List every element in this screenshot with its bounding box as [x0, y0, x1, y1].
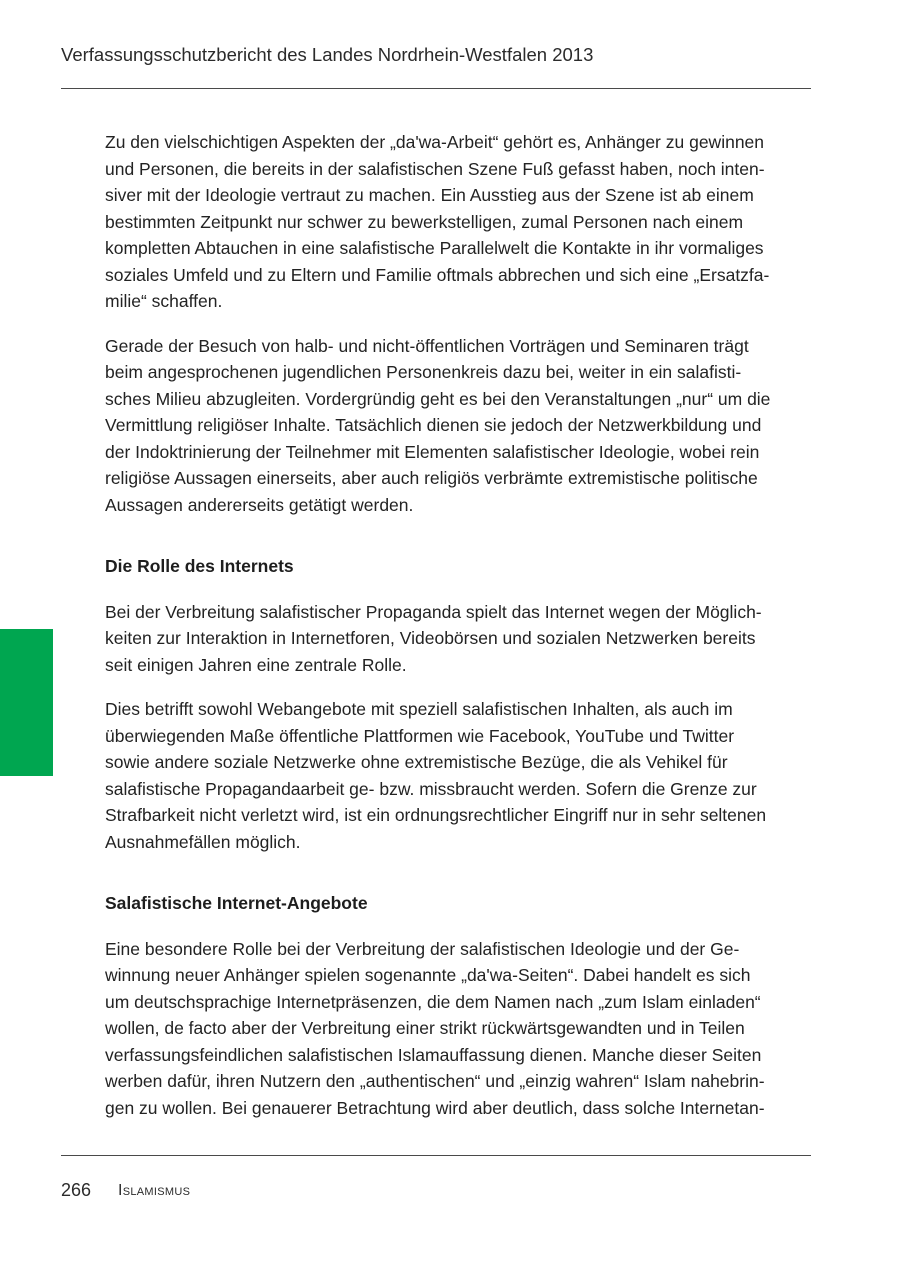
- text-line: sches Milieu abzugleiten. Vordergründig geht es bei den Veranstaltungen „nur“ um die: [105, 388, 771, 409]
- text-line: kompletten Abtauchen in eine salafistische Parallelwelt die Kontakte in ihr vormaliges: [105, 238, 764, 258]
- text-line: milie“ schaffen.: [105, 291, 223, 311]
- text-line: und Personen, die bereits in der salafistischen Szene Fuß gefasst haben, noch inten-: [105, 158, 765, 179]
- paragraph-propaganda: [105, 599, 810, 679]
- text-line: soziales Umfeld und zu Eltern und Familie oftmals abbrechen und sich eine „Ersatzfa-: [105, 264, 770, 285]
- text-line: gen zu wollen. Bei genauerer Betrachtung wird aber deutlich, dass solche Internetan-: [105, 1097, 765, 1118]
- text-line: Eine besondere Rolle bei der Verbreitung der salafistischen Ideologie und der Ge-: [105, 938, 740, 959]
- running-header-title: Verfassungsschutzbericht des Landes Nordrhein-Westfalen 2013: [61, 44, 594, 65]
- chapter-side-tab: [0, 629, 53, 776]
- text-line: keiten zur Interaktion in Internetforen, Videobörsen und sozialen Netzwerken bereits: [105, 628, 756, 648]
- text-line: überwiegenden Maße öffentliche Plattformen wie Facebook, YouTube und Twitter: [105, 725, 735, 746]
- text-line: der Indoktrinierung der Teilnehmer mit Elementen salafistischer Ideologie, wobei rein: [105, 441, 760, 462]
- text-line: Gerade der Besuch von halb- und nicht-öffentlichen Vorträgen und Seminaren trägt: [105, 335, 749, 356]
- section-heading-internet: Die Rolle des Internets: [105, 556, 294, 576]
- text-line: verfassungsfeindlichen salafistischen Islamauffassung dienen. Manche dieser Seiten: [105, 1044, 762, 1065]
- text-line: um deutschsprachige Internetpräsenzen, die dem Namen nach „zum Islam einladen“: [105, 991, 761, 1012]
- text-line: Dies betrifft sowohl Webangebote mit speziell salafistischen Inhalten, als auch im: [105, 699, 733, 719]
- section-heading-internet-angebote: Salafistische Internet-Angebote: [105, 893, 368, 913]
- body-text: [105, 129, 810, 1139]
- text-line: sowie andere soziale Netzwerke ohne extremistische Bezüge, die als Vehikel für: [105, 752, 728, 772]
- text-line: werben dafür, ihren Nutzern den „authentischen“ und „einzig wahren“ Islam nahebrin-: [105, 1071, 765, 1091]
- page-number: 266: [61, 1180, 92, 1200]
- text-line: Bei der Verbreitung salafistischer Propaganda spielt das Internet wegen der Möglich-: [105, 601, 762, 622]
- text-line: Vermittlung religiöser Inhalte. Tatsächlich dienen sie jedoch der Netzwerkbildung und: [105, 415, 762, 435]
- text-line: Ausnahmefällen möglich.: [105, 831, 301, 852]
- header-rule: [61, 88, 811, 89]
- footer-rule: [61, 1155, 811, 1156]
- paragraph-dawa-seiten: [105, 936, 810, 1122]
- text-line: Aussagen andererseits getätigt werden.: [105, 494, 414, 515]
- text-line: Strafbarkeit nicht verletzt wird, ist ein ordnungsrechtlicher Eingriff nur in sehr seltenen: [105, 805, 767, 825]
- paragraph-vortraege: [105, 333, 810, 519]
- text-line: beim angesprochenen jugendlichen Personenkreis dazu bei, weiter in ein salafisti-: [105, 362, 742, 382]
- text-line: salafistische Propagandaarbeit ge- bzw. missbraucht werden. Sofern die Grenze zur: [105, 778, 757, 799]
- text-line: winnung neuer Anhänger spielen sogenannte „da'wa-Seiten“. Dabei handelt es sich: [105, 965, 751, 985]
- text-line: seit einigen Jahren eine zentrale Rolle.: [105, 654, 407, 675]
- text-line: siver mit der Ideologie vertraut zu machen. Ein Ausstieg aus der Szene ist ab einem: [105, 185, 754, 205]
- text-line: Zu den vielschichtigen Aspekten der „da'wa-Arbeit“ gehört es, Anhänger zu gewinnen: [105, 132, 765, 152]
- text-line: bestimmten Zeitpunkt nur schwer zu bewerkstelligen, zumal Personen nach einem: [105, 211, 744, 232]
- text-line: religiöse Aussagen einerseits, aber auch religiös verbrämte extremistische politische: [105, 468, 758, 488]
- footer-section-title: Islamismus: [118, 1182, 191, 1199]
- paragraph-webangebote: [105, 696, 810, 855]
- paragraph-dawa-arbeit: [105, 129, 810, 315]
- text-line: wollen, de facto aber der Verbreitung einer strikt rückwärtsgewandten und in Teilen: [105, 1018, 745, 1038]
